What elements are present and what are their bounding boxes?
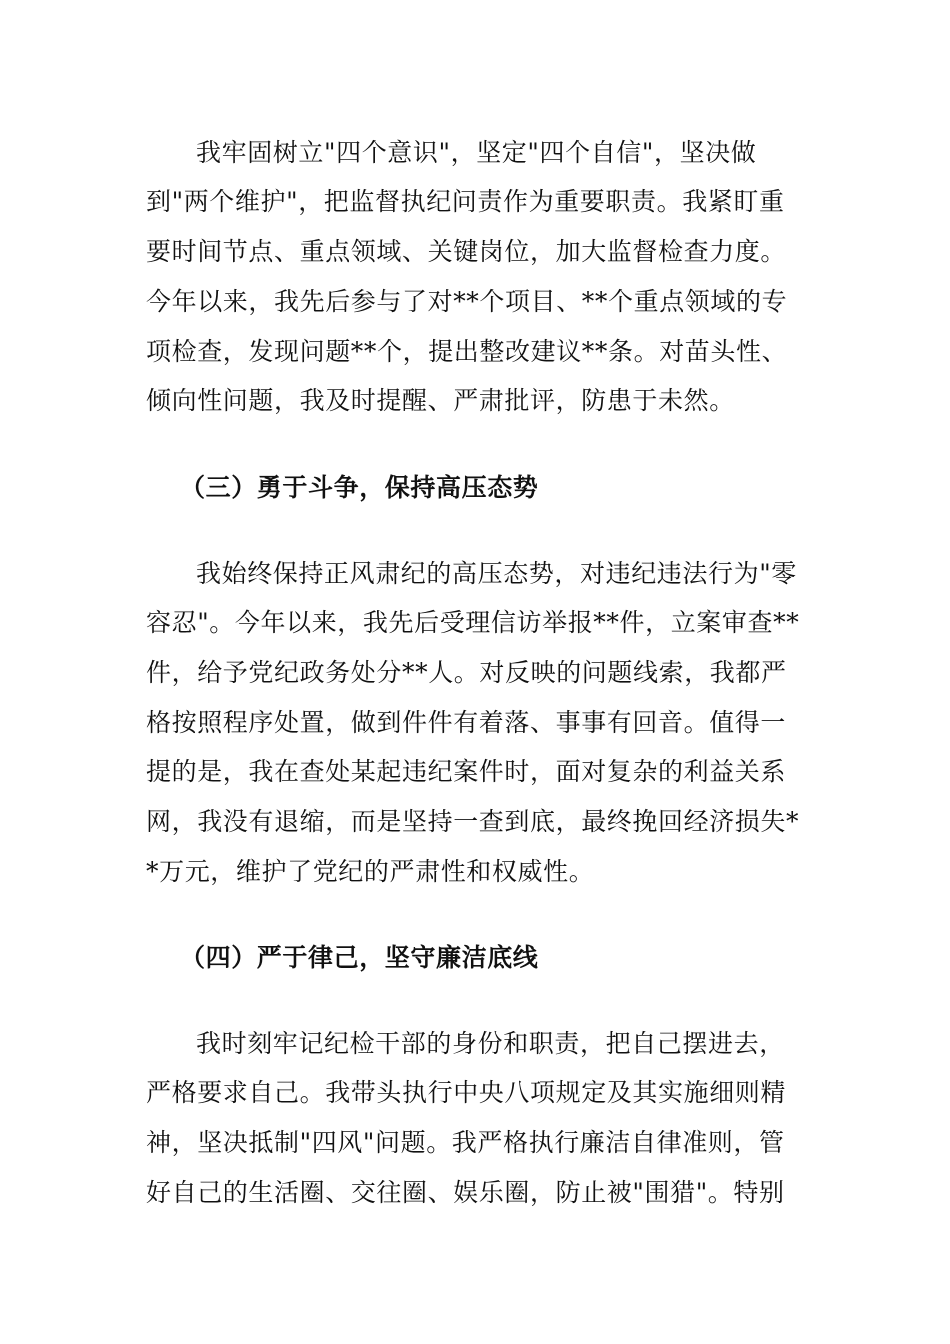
- paragraph-2-line-6: 网，我没有退缩，而是坚持一查到底，最终挽回经济损失*: [146, 807, 800, 836]
- paragraph-1-line-3: 要时间节点、重点领域、关键岗位，加大监督检查力度。: [146, 237, 787, 266]
- paragraph-1-line-6: 倾向性问题，我及时提醒、严肃批评，防患于未然。: [146, 386, 735, 415]
- paragraph-3-line-1: 我时刻牢记纪检干部的身份和职责，把自己摆进去，: [196, 1029, 785, 1058]
- paragraph-1-line-2: 到"两个维护"，把监督执纪问责作为重要职责。我紧盯重: [146, 187, 785, 216]
- paragraph-2-line-7: *万元，维护了党纪的严肃性和权威性。: [146, 857, 595, 886]
- section-heading-3: （三）勇于斗争，保持高压态势: [180, 473, 539, 502]
- paragraph-2-line-5: 提的是，我在查处某起违纪案件时，面对复杂的利益关系: [146, 757, 787, 786]
- paragraph-2-line-4: 格按照程序处置，做到件件有着落、事事有回音。值得一: [146, 708, 787, 737]
- paragraph-2-line-3: 件，给予党纪政务处分**人。对反映的问题线索，我都严: [146, 658, 787, 687]
- paragraph-3-line-2: 严格要求自己。我带头执行中央八项规定及其实施细则精: [146, 1078, 787, 1107]
- paragraph-2-line-2: 容忍"。今年以来，我先后受理信访举报**件，立案审查**: [146, 608, 800, 637]
- paragraph-1-line-4: 今年以来，我先后参与了对**个项目、**个重点领域的专: [146, 287, 788, 316]
- paragraph-3-line-4: 好自己的生活圈、交往圈、娱乐圈，防止被"围猎"。特别: [146, 1178, 785, 1207]
- paragraph-1-line-1: 我牢固树立"四个意识"，坚定"四个自信"，坚决做: [196, 138, 757, 167]
- paragraph-3-line-3: 神，坚决抵制"四风"问题。我严格执行廉洁自律准则，管: [146, 1128, 785, 1157]
- paragraph-1-line-5: 项检查，发现问题**个，提出整改建议**条。对苗头性、: [146, 337, 788, 366]
- section-heading-4: （四）严于律己，坚守廉洁底线: [180, 943, 539, 972]
- paragraph-2-line-1: 我始终保持正风肃纪的高压态势，对违纪违法行为"零: [196, 559, 797, 588]
